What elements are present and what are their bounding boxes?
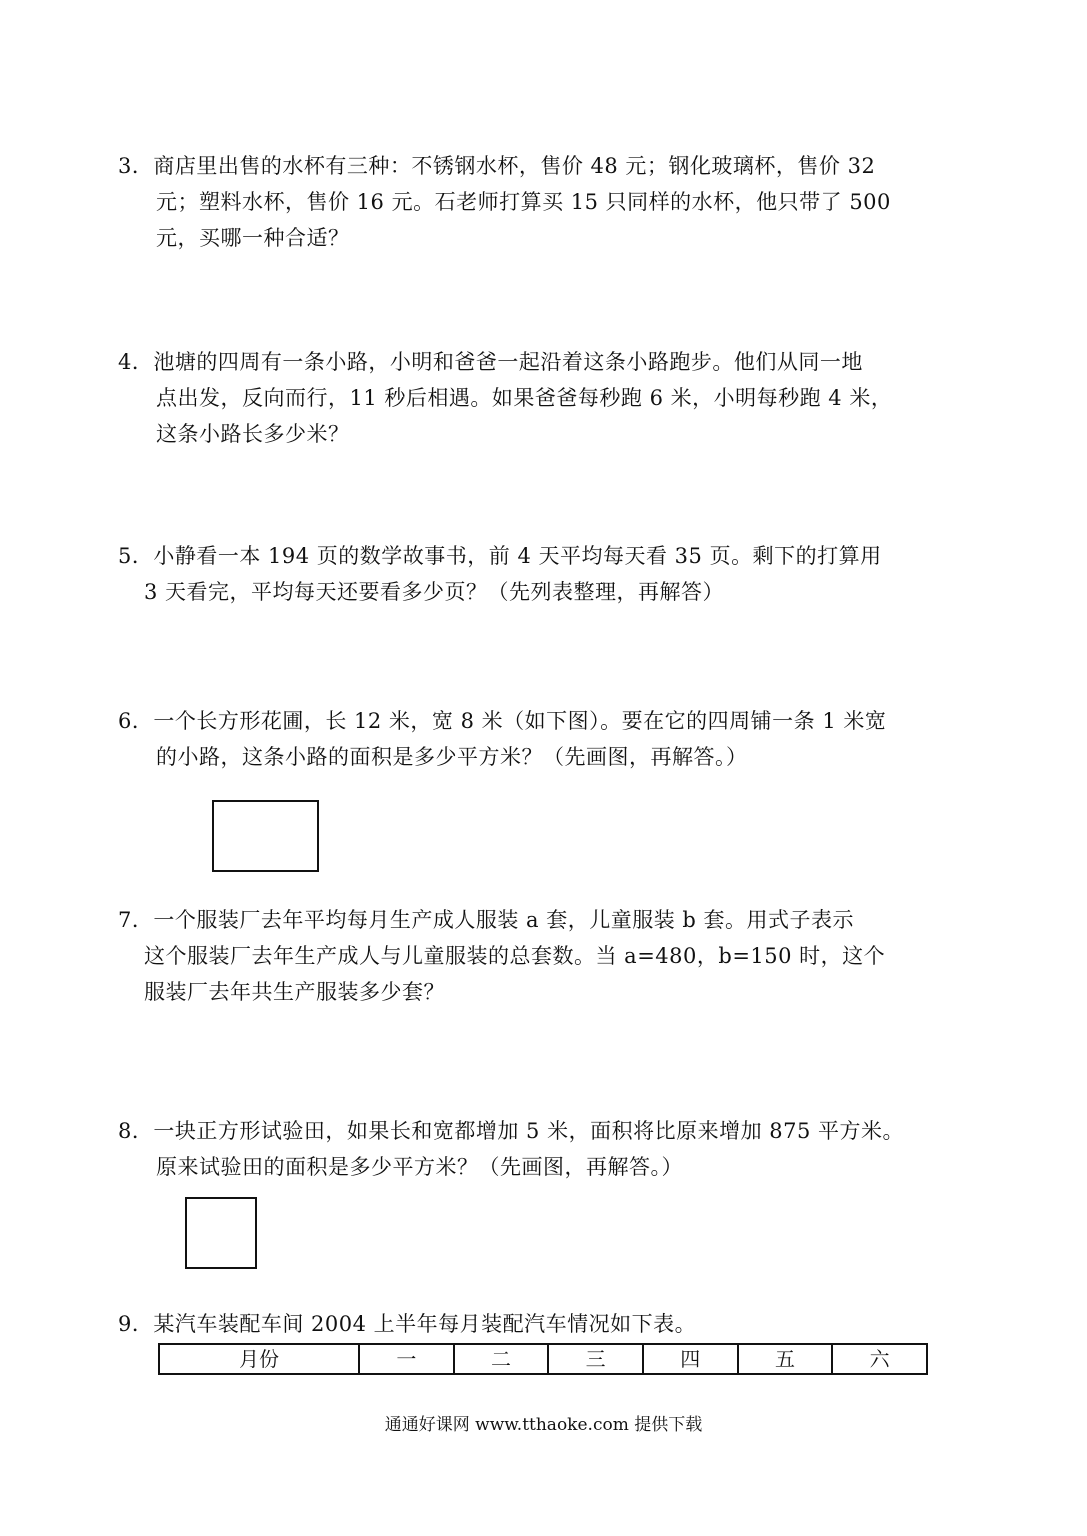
table-cell-month-4: 四 [643, 1344, 738, 1374]
question-6 [118, 703, 970, 775]
table-row [159, 1344, 927, 1374]
question-8-line-1: 8．一块正方形试验田，如果长和宽都增加 5 米，面积将比原来增加 875 平方米。 [118, 1119, 905, 1143]
monthly-assembly-table [158, 1343, 928, 1375]
table-cell-month-5: 五 [738, 1344, 833, 1374]
rectangle-garden-figure [212, 800, 319, 872]
question-6-line-1: 6．一个长方形花圃，长 12 米，宽 8 米（如下图）。要在它的四周铺一条 1 米宽 [118, 709, 887, 733]
table-cell-month-2: 二 [454, 1344, 549, 1374]
question-7-line-1: 7．一个服装厂去年平均每月生产成人服装 a 套，儿童服装 b 套。用式子表示 [118, 908, 855, 932]
table-cell-month-3: 三 [548, 1344, 643, 1374]
question-4-line-1: 4．池塘的四周有一条小路，小明和爸爸一起沿着这条小路跑步。他们从同一地 [118, 350, 863, 374]
question-3-line-1: 3．商店里出售的水杯有三种：不锈钢水杯，售价 48 元；钢化玻璃杯，售价 32 [118, 154, 876, 178]
question-7-line-2: 这个服装厂去年生产成人与儿童服装的总套数。当 a=480，b=150 时，这个 [144, 944, 886, 968]
question-3-line-3: 元，买哪一种合适？ [156, 226, 350, 250]
question-4-line-3: 这条小路长多少米？ [156, 422, 350, 446]
table-cell-month-label: 月份 [159, 1344, 359, 1374]
question-9-line-1: 9．某汽车装配车间 2004 上半年每月装配汽车情况如下表。 [118, 1312, 697, 1336]
question-7 [118, 902, 970, 1010]
question-5-line-2: 3 天看完，平均每天还要看多少页？（先列表整理，再解答） [144, 580, 725, 604]
table-cell-month-6: 六 [832, 1344, 927, 1374]
table-cell-month-1: 一 [359, 1344, 454, 1374]
question-8-line-2: 原来试验田的面积是多少平方米？（先画图，再解答。） [156, 1155, 683, 1179]
question-5-line-1: 5．小静看一本 194 页的数学故事书，前 4 天平均每天看 35 页。剩下的打算用 [118, 544, 882, 568]
question-5 [118, 538, 970, 610]
square-field-figure [185, 1197, 257, 1269]
question-7-line-3: 服装厂去年共生产服装多少套？ [144, 980, 445, 1004]
page-footer: 通通好课网 www.tthaoke.com 提供下载 [384, 1415, 703, 1435]
question-3 [118, 148, 970, 256]
question-3-line-2: 元；塑料水杯，售价 16 元。石老师打算买 15 只同样的水杯，他只带了 500 [156, 190, 891, 214]
question-4-line-2: 点出发，反向而行，11 秒后相遇。如果爸爸每秒跑 6 米，小明每秒跑 4 米， [156, 386, 893, 410]
question-6-line-2: 的小路，这条小路的面积是多少平方米？（先画图，再解答。） [156, 745, 748, 769]
question-4 [118, 344, 970, 452]
question-8 [118, 1113, 970, 1185]
question-9 [118, 1306, 970, 1342]
